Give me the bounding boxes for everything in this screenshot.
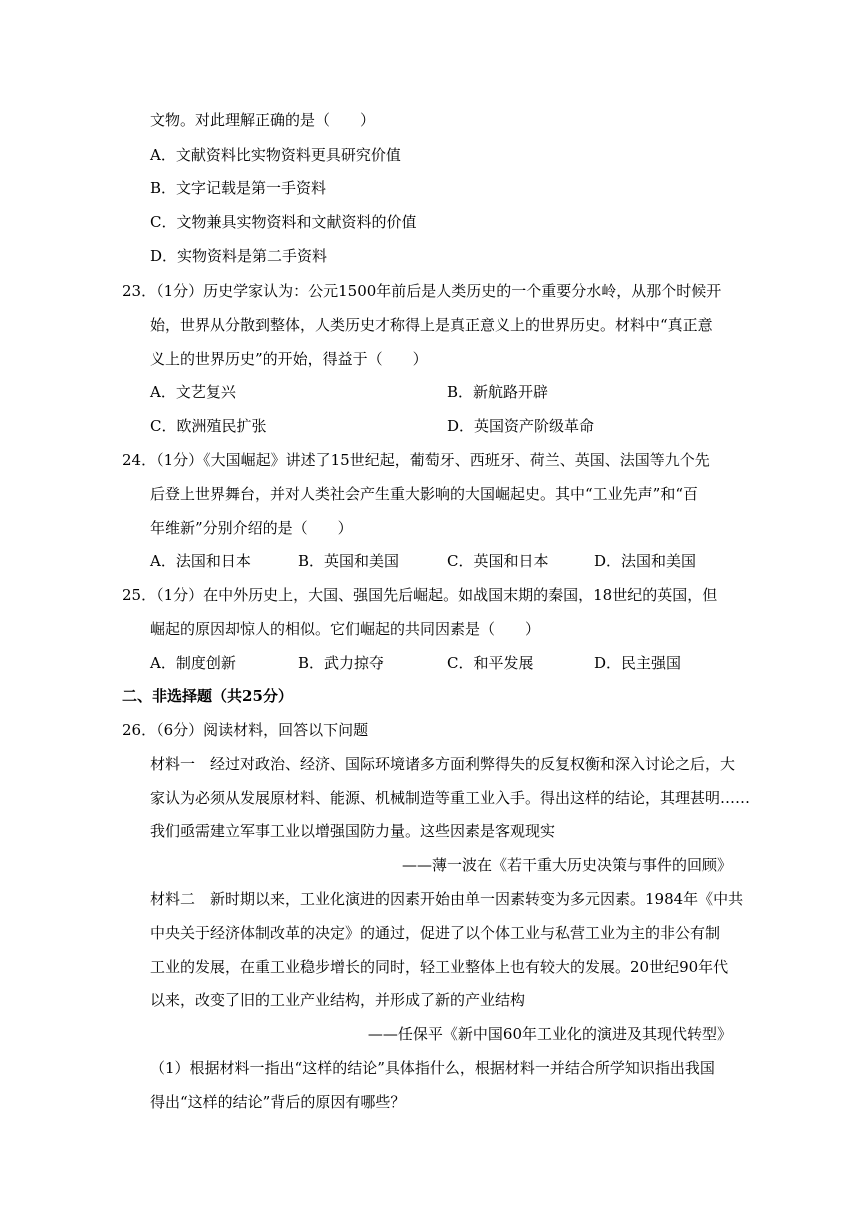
q24-line-1: 24．（1分）《大国崛起》讲述了15世纪起，葡萄牙、西班牙、荷兰、英国、法国等九个先: [122, 451, 710, 469]
q25-line-2: 崛起的原因却惊人的相似。它们崛起的共同因素是（ ）: [150, 620, 541, 638]
q23-line-1: 23．（1分）历史学家认为：公元1500年前后是人类历史的一个重要分水岭，从那个时候开: [122, 282, 722, 300]
q26-material2-line-3: 工业的发展，在重工业稳步增长的同时，轻工业整体上也有较大的发展。20世纪90年代: [150, 958, 729, 976]
q26-material1-line-1: 材料一 经过对政治、经济、国际环境诸多方面利弊得失的反复权衡和深入讨论之后，大: [150, 755, 736, 773]
q23-option-a: A．文艺复兴: [150, 383, 236, 401]
q22-stem-tail: 文物。对此理解正确的是（ ）: [150, 111, 376, 129]
q26-material2-line-1: 材料二 新时期以来，工业化演进的因素开始由单一因素转变为多元因素。1984年《中共: [150, 890, 744, 908]
q22-option-c: C．文物兼具实物资料和文献资料的价值: [150, 213, 417, 231]
q22-option-a: A．文献资料比实物资料更具研究价值: [150, 146, 401, 164]
q22-option-d: D．实物资料是第二手资料: [150, 247, 328, 265]
q25-option-d: D．民主强国: [594, 654, 682, 672]
q24-line-3: 年维新”分别介绍的是（ ）: [150, 519, 353, 537]
q25-option-c: C．和平发展: [447, 654, 534, 672]
q25-option-b: B．武力掠夺: [298, 654, 385, 672]
q23-option-d: D．英国资产阶级革命: [447, 417, 595, 435]
section-heading: 二、非选择题（共25分）: [122, 687, 293, 705]
q23-line-3: 义上的世界历史”的开始，得益于（ ）: [150, 350, 428, 368]
q26-material1-source: ——薄一波在《若干重大历史决策与事件的回顾》: [401, 856, 732, 874]
q23-line-2: 始，世界从分散到整体，人类历史才称得上是真正意义上的世界历史。材料中“真正意: [150, 316, 713, 334]
q26-material1-line-3: 我们亟需建立军事工业以增强国防力量。这些因素是客观现实: [150, 822, 556, 840]
q26-material2-line-2: 中央关于经济体制改革的决定》的通过，促进了以个体工业与私营工业为主的非公有制: [150, 924, 721, 942]
q23-option-c: C．欧洲殖民扩张: [150, 417, 267, 435]
q26-material2-line-4: 以来，改变了旧的工业产业结构，并形成了新的产业结构: [150, 991, 526, 1009]
q26-sub1-line-1: （1）根据材料一指出“这样的结论”具体指什么，根据材料一并结合所学知识指出我国: [150, 1059, 715, 1077]
q26-stem: 26．（6分）阅读材料，回答以下问题: [122, 721, 369, 739]
q24-option-c: C．英国和日本: [447, 552, 549, 570]
q24-option-d: D．法国和美国: [594, 552, 697, 570]
q25-line-1: 25．（1分）在中外历史上，大国、强国先后崛起。如战国末期的秦国，18世纪的英国，但: [122, 586, 718, 604]
q26-sub1-line-2: 得出“这样的结论”背后的原因有哪些？: [150, 1093, 406, 1111]
q26-material1-line-2: 家认为必须从发展原材料、能源、机械制造等重工业入手。得出这样的结论，其理甚明……: [150, 789, 751, 807]
q24-option-b: B．英国和美国: [298, 552, 400, 570]
q25-option-a: A．制度创新: [150, 654, 236, 672]
q26-material2-source: ——任保平《新中国60年工业化的演进及其现代转型》: [367, 1025, 732, 1043]
q23-option-b: B．新航路开辟: [447, 383, 549, 401]
q24-option-a: A．法国和日本: [150, 552, 251, 570]
q22-option-b: B．文字记载是第一手资料: [150, 179, 327, 197]
q24-line-2: 后登上世界舞台，并对人类社会产生重大影响的大国崛起史。其中“工业先声”和“百: [150, 485, 699, 503]
